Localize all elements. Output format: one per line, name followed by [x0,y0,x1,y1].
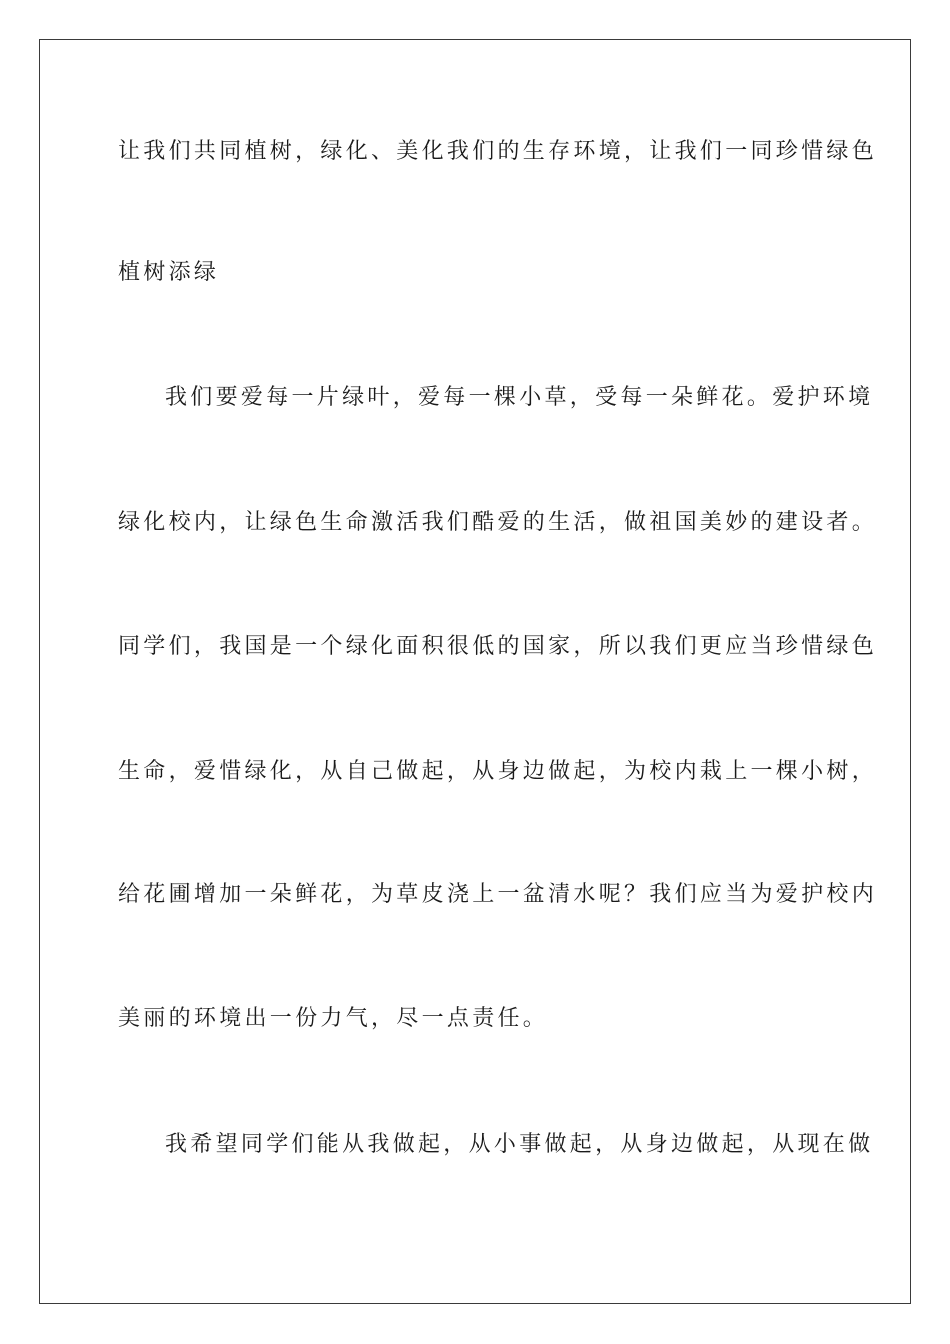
text-line-3-paragraph-start: 我们要爱每一片绿叶，爱每一棵小草，受每一朵鲜花。爱护环境 [165,385,874,410]
text-line-6: 生命，爱惜绿化，从自己做起，从身边做起，为校内栽上一棵小树， [118,759,878,784]
text-line-2-heading: 植树添绿 [118,260,220,285]
text-line-9-paragraph-start: 我希望同学们能从我做起，从小事做起，从身边做起，从现在做 [165,1132,874,1157]
text-line-4: 绿化校内，让绿色生命激活我们酷爱的生活，做祖国美妙的建设者。 [118,510,878,535]
text-line-8: 美丽的环境出一份力气，尽一点责任。 [118,1006,549,1031]
page-border [39,39,911,1304]
text-line-5: 同学们，我国是一个绿化面积很低的国家，所以我们更应当珍惜绿色 [118,634,878,659]
text-line-1: 让我们共同植树，绿化、美化我们的生存环境，让我们一同珍惜绿色 [118,139,878,164]
text-line-7: 给花圃增加一朵鲜花，为草皮浇上一盆清水呢？我们应当为爱护校内 [118,882,878,907]
